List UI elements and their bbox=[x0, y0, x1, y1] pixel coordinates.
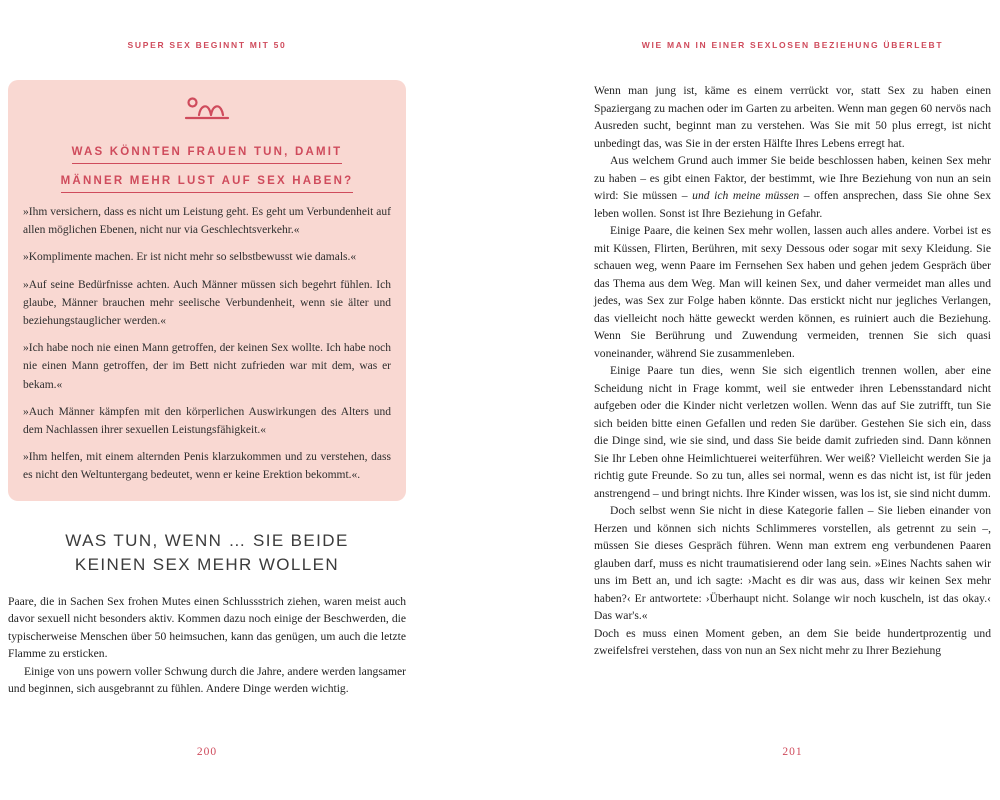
body-paragraph: Einige Paare tun dies, wenn Sie sich eigentlich trennen wollen, aber eine Scheidung nicht in Frage kommt, weil sie entweder ihren Lebensstandard nicht aufgeben oder die Kinder nicht verletzen wollen. Wenn das auf Sie zutrifft, tun Sie sich beiden bitte einen Gefallen und reden Sie darüber. Gestehen Sie sich ein, dass die Dinge sind, wie sie sind, und dass Sie beide damit zufrieden sind. Dann können Sie Ihr Leben ohne Heimlichtuerei weiterführen. Wer weiß? Vielleicht werden Sie ja richtig gute Freunde. So zu tun, alles sei normal, wenn es das nicht ist, ist für jeden anstrengend – und bringt nichts. Ihre Kinder wissen, was los ist, sie sind nicht dumm. bbox=[594, 364, 991, 500]
body-paragraph: Wenn man jung ist, käme es einem verrückt vor, statt Sex zu haben einen Spaziergang zu machen oder im Garten zu arbeiten. Wenn man gegen 60 nervös nach Ausreden sucht, beginnt man zu verstehen. Was Sie mit 50 plus erregt, ist nicht unbedingt das, was Sie in der ersten Hälfte Ihres Lebens erregt hat. bbox=[594, 84, 991, 150]
body-paragraph: Paare, die in Sachen Sex frohen Mutes einen Schlussstrich ziehen, waren meist auch davor sexuell nicht besonders aktiv. Kommen dazu noch einige der Beschwerden, die typischerweise Menschen über 50 heimsuchen, kann das genügen, um auch die letzte Flamme zu ersticken. bbox=[8, 594, 406, 661]
quote-paragraph: »Ihm versichern, dass es nicht um Leistung geht. Es geht um Verbundenheit auf allen möglichen Ebenen, nicht nur via Geschlechtsverkehr.« bbox=[23, 206, 391, 237]
quote-box-heading-line2: MÄNNER MEHR LUST AUF SEX HABEN? bbox=[61, 175, 354, 193]
section-heading bbox=[8, 529, 406, 577]
left-body-block bbox=[8, 593, 406, 698]
quote-paragraph: »Ich habe noch nie einen Mann getroffen, der keinen Sex wollte. Ich habe noch nie einen Mann getroffen, der im Bett nicht zufrieden war mit dem, was er bekam.« bbox=[23, 342, 391, 391]
quote-box bbox=[8, 80, 406, 501]
running-head-left: SUPER SEX BEGINNT MIT 50 bbox=[127, 40, 287, 50]
couple-lying-icon bbox=[23, 94, 391, 129]
quote-paragraph: »Auch Männer kämpfen mit den körperlichen Auswirkungen des Alters und dem Nachlassen ihrer sexuellen Leistungsfähigkeit.« bbox=[23, 405, 391, 437]
paragraph-text: Aus welchem Grund auch immer Sie beide beschlossen haben, keinen Sex mehr zu haben – es gibt einen Faktor, der bestimmt, wie Ihre Beziehung von nun an sein wird: Sie müssen – bbox=[594, 154, 991, 202]
section-heading-line2: KEINEN SEX MEHR WOLLEN bbox=[74, 554, 340, 574]
body-paragraph bbox=[594, 152, 991, 222]
quote-box-heading-line1: WAS KÖNNTEN FRAUEN TUN, DAMIT bbox=[72, 146, 343, 164]
body-paragraph: Doch selbst wenn Sie nicht in diese Kategorie fallen – Sie lieben einander von Herzen und können sich nichts Schlimmeres vorstellen, als getrennt zu sein –, müssen Sie dieses Gespräch führen. Wenn man extrem eng verbundenen Paaren glauben darf, muss es nicht traumatisierend oder lang sein. »Eines Nachts sahen wir uns im Bett an, und ich sagte: ›Macht es dir was aus, dass wir keinen Sex mehr haben?‹ Er antwortete: ›Überhaupt nicht. Solange wir noch kuscheln, ist das okay.‹ Das war's.« bbox=[594, 504, 991, 622]
quote-paragraph: »Auf seine Bedürfnisse achten. Auch Männer müssen sich begehrt fühlen. Ich glaube, Männer brauchen mehr seelische Verbundenheit, wenn sie älter und beziehungstauglicher werden.« bbox=[23, 278, 391, 328]
running-head-right: WIE MAN IN EINER SEXLOSEN BEZIEHUNG ÜBERLEBT bbox=[641, 40, 944, 50]
page-number-left: 200 bbox=[196, 746, 218, 758]
paragraph-text: – offen ansprechen, dass Sie ohne Sex leben wollen. Sonst ist Ihre Beziehung in Gefahr. bbox=[594, 189, 991, 220]
right-body-block bbox=[594, 82, 991, 660]
emphasized-text: und ich meine müssen bbox=[692, 189, 800, 202]
quote-box-heading bbox=[23, 135, 391, 193]
quote-paragraph: »Komplimente machen. Er ist nicht mehr so selbstbewusst wie damals.« bbox=[23, 251, 357, 264]
body-paragraph: Einige von uns powern voller Schwung durch die Jahre, andere werden langsamer und beginnen, sich ausgebrannt zu fühlen. Andere Dinge werden wichtig. bbox=[8, 664, 406, 696]
body-paragraph: Einige Paare, die keinen Sex mehr wollen, lassen auch alles andere. Vorbei ist es mit Küssen, Flirten, Berühren, mit sexy Dessous oder sogar mit sexy Kleidung. Sie schauen weg, wenn Paare im Fernsehen Sex haben und gehen jedem Gespräch über das Thema aus dem Weg. Man will keinen Sex, und daher vermeidet man alles und jedes, was Sex zur Folge haben könnte. Das erstickt nicht nur jegliches Verlangen, das vielleicht noch hätte geweckt werden können, es ruiniert auch die Beziehung. Wenn Sie Berührung und Zuwendung vermeiden, trennen Sie sich quasi voneinander, während Sie zusammenleben. bbox=[594, 224, 991, 360]
section-heading-line1: WAS TUN, WENN … SIE BEIDE bbox=[65, 530, 349, 550]
body-paragraph: Doch es muss einen Moment geben, an dem Sie beide hundertprozentig und zweifelsfrei verstehen, dass von nun an Sex nicht mehr zu Ihrer Beziehung bbox=[594, 626, 991, 657]
page-number-right: 201 bbox=[782, 746, 803, 758]
page-right bbox=[594, 0, 991, 800]
page-left bbox=[8, 0, 406, 800]
quote-paragraph: »Ihm helfen, mit einem alternden Penis klarzukommen und zu verstehen, dass es nicht den Weltuntergang bedeutet, wenn er keine Erektion bekommt.«. bbox=[23, 451, 391, 482]
